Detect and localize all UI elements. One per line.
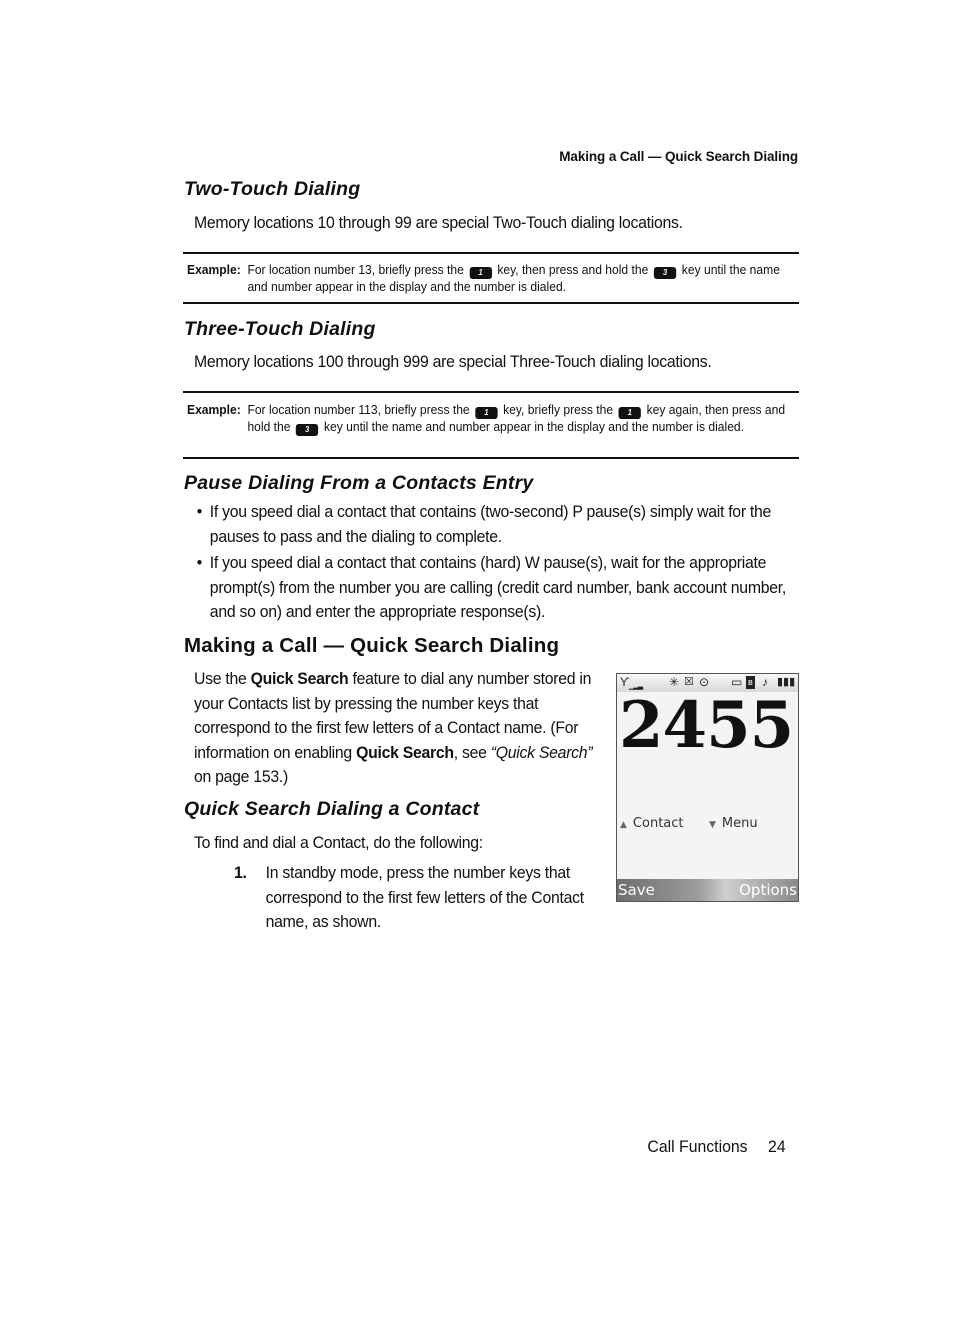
footer-section: Call Functions [647,1137,748,1156]
example-part: key, then press and hold the [497,262,649,277]
bullet-text: If you speed dial a contact that contains (two-second) P pause(s) simply wait for the pauses to pass and the dialing to complete. [209,502,772,546]
example-label: Example: [187,262,241,277]
three-touch-heading: Three-Touch Dialing [184,318,376,340]
dialed-digits: 2455 [619,688,794,763]
soft-key-bar [617,879,798,901]
down-arrow-icon: ▼ [709,820,716,830]
step-text: In standby mode, press the number keys that correspond to the first few letters of the Contact name, as shown. [265,863,584,931]
example-part: key again, then press and hold the [247,402,786,434]
up-arrow-icon: ▲ [620,820,627,830]
text-run: Quick Search [250,669,349,688]
key-1-icon: 1 [475,407,497,419]
memory-icon: ▭ [731,675,743,689]
contact-option [620,816,684,831]
text-run: , see [453,742,491,762]
music-icon: ♪ [762,675,768,689]
divider [183,252,799,254]
options-softkey[interactable]: Options [739,881,797,899]
bullet-item: • If you speed dial a contact that contains (two-second) P pause(s) simply wait for the pauses to pass and the dialing to complete. [196,502,772,546]
quick-search-heading: Making a Call — Quick Search Dialing [184,634,560,657]
bullet-item: • If you speed dial a contact that contains (hard) W pause(s), wait for the appropriate prompt(s) from the number you are calling (credit card number, bank account number, and so on) and enter the appropriate response(s). [196,553,786,621]
key-3-icon: 3 [296,424,318,436]
text-run: Use the [194,669,251,688]
signal-bars-icon: ▁▂▃ [629,683,643,690]
phone-screen [616,673,799,902]
bluetooth-icon: ʙ [748,677,753,687]
quick-search-subheading: Quick Search Dialing a Contact [184,798,480,820]
key-1-icon: 1 [619,407,641,419]
three-touch-example [187,402,786,452]
example-part: key, briefly press the [503,402,614,417]
battery-icon: ▮▮▮ [777,676,796,688]
alarm-icon: ⊙ [699,675,710,689]
quick-search-paragraph [194,667,601,790]
pause-heading: Pause Dialing From a Contacts Entry [184,472,534,494]
key-3-icon: 3 [654,267,676,279]
text-run: Quick Search [356,742,454,762]
cross-reference-link[interactable]: “Quick Search” [490,742,593,762]
quick-search-intro: To find and dial a Contact, do the following: [194,833,483,852]
example-text [247,262,796,295]
divider [183,302,799,304]
step-number: 1. [234,863,247,882]
contact-option-label: Contact [632,816,684,831]
key-1-icon: 1 [469,267,491,279]
running-head: Making a Call — Quick Search Dialing [559,149,798,164]
step-1 [234,861,592,935]
pause-bullets [194,500,800,627]
example-part: For location number 13, briefly press the [247,262,464,277]
example-part: key until the name and number appear in the display and the number is dialed. [323,419,745,434]
three-touch-text: Memory locations 100 through 999 are special Three-Touch dialing locations. [194,352,712,371]
text-run: on page 153.) [194,767,288,786]
menu-option-label: Menu [721,816,758,831]
divider [183,391,799,393]
example-label: Example: [187,402,241,417]
example-part: key until the name and number appear in the display and the number is dialed. [247,262,780,294]
antenna-icon: ✳ [669,675,680,689]
divider [183,457,799,459]
page-footer [648,1137,786,1157]
message-icon: ☒ [684,676,694,688]
example-part: For location number 113, briefly press the [247,402,470,417]
example-text [247,402,796,436]
two-touch-text: Memory locations 10 through 99 are special Two-Touch dialing locations. [194,213,683,232]
signal-icon: Ƴ [620,675,630,689]
save-softkey[interactable]: Save [618,881,655,899]
page-number: 24 [768,1137,786,1156]
text-run: feature to dial any number stored in your Contacts list by pressing the number keys that correspond to the first few letters of a Contact name. (For information on enabling [194,669,592,762]
two-touch-heading: Two-Touch Dialing [184,178,361,200]
bullet-text: If you speed dial a contact that contains (hard) W pause(s), wait for the appropriate prompt(s) from the number you are calling (credit card number, bank account number, and so on) and enter the appropriate response(s). [209,553,786,621]
two-touch-example [187,262,780,296]
menu-option [709,816,758,831]
